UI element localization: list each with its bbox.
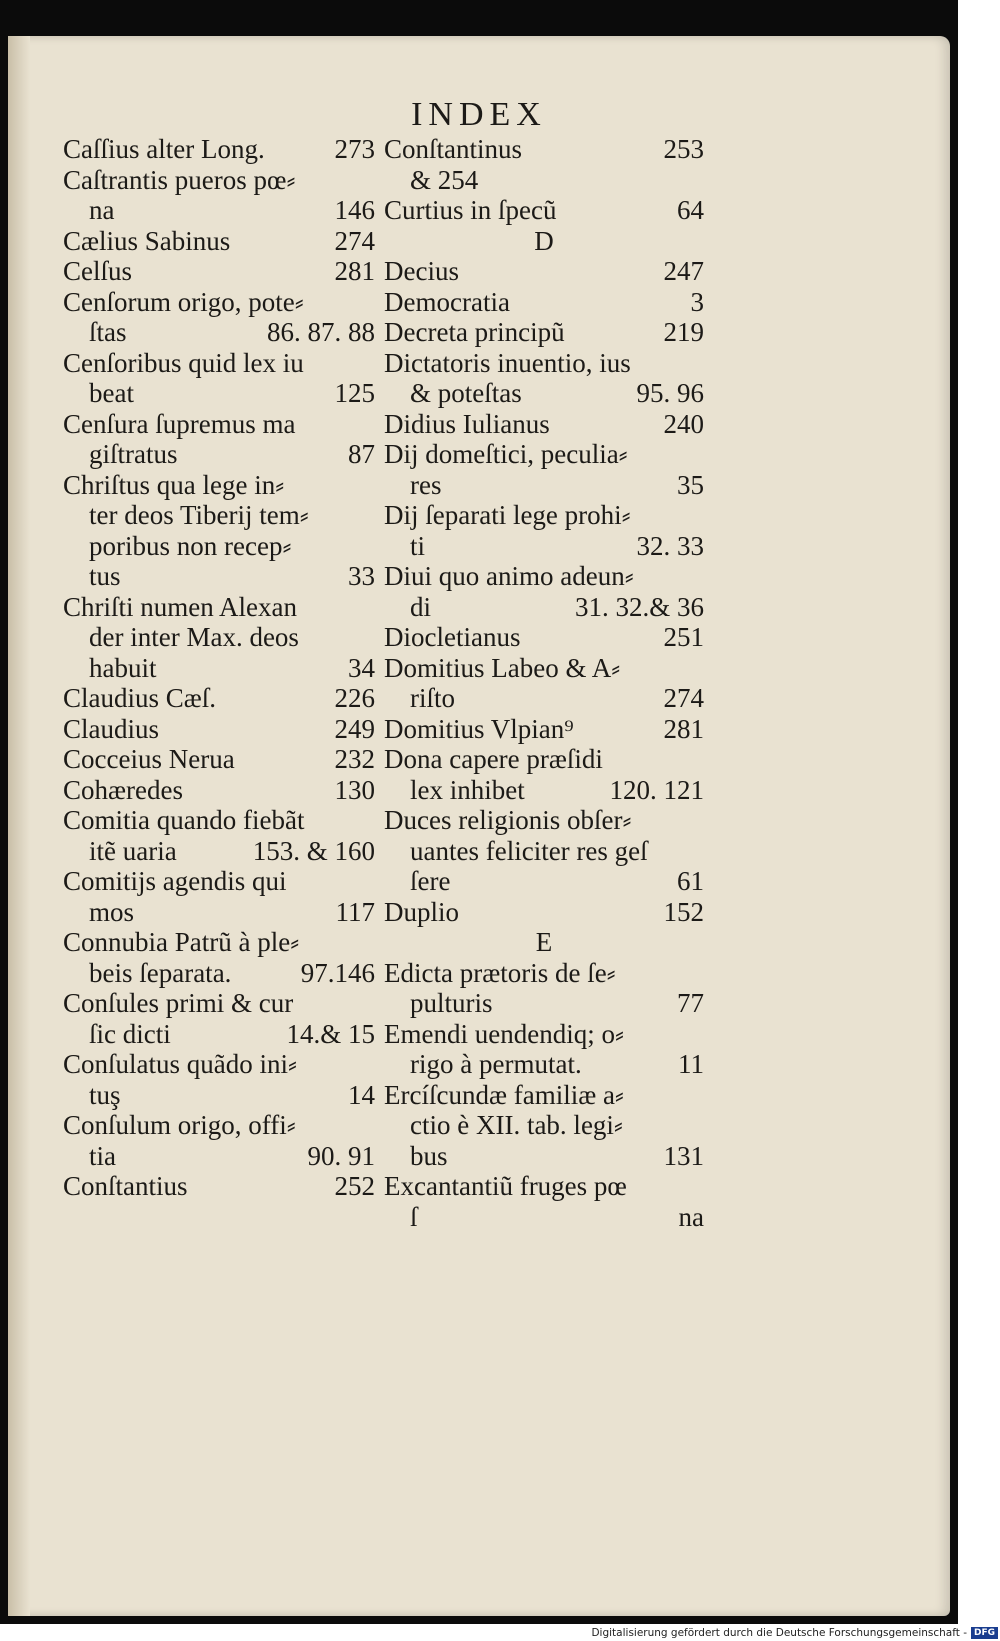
index-entry-text: Cenſura ſupremus ma <box>63 408 296 439</box>
index-entry <box>384 226 704 257</box>
index-entry <box>63 1171 375 1202</box>
index-entry-page-number: 252 <box>334 1171 375 1201</box>
index-entry <box>63 653 375 684</box>
index-entry-text: Diocletianus <box>384 622 521 652</box>
index-entry-text: Democratia <box>384 286 510 317</box>
index-entry <box>63 958 375 989</box>
index-entry-text: E <box>535 927 553 957</box>
index-entry <box>384 317 704 348</box>
index-entry <box>384 1202 704 1233</box>
index-entry-page-number: 281 <box>334 256 375 286</box>
index-entry <box>384 561 704 592</box>
index-entry-text: pulturis <box>410 988 493 1018</box>
index-entry <box>384 439 704 470</box>
index-entry <box>384 958 704 989</box>
index-entry <box>384 195 704 226</box>
index-entry-text: Edicta prætoris de ſe⸗ <box>384 957 616 988</box>
index-entry <box>384 1171 704 1202</box>
index-entry-page-number: 33 <box>348 561 375 591</box>
index-entry-page-number: 273 <box>334 134 375 164</box>
index-entry <box>384 866 704 897</box>
index-entry-page-number: 117 <box>335 896 375 927</box>
index-entry-text: Diui quo animo adeun⸗ <box>384 561 634 591</box>
index-entry-text: res <box>410 469 442 500</box>
index-entry-page-number: 131 <box>663 1140 704 1171</box>
index-entry-text: tia <box>89 1140 116 1171</box>
index-entry-page-number: 130 <box>334 774 375 805</box>
index-entry-text: Dictatoris inuentio, ius <box>384 347 631 378</box>
index-entry <box>384 927 704 958</box>
index-entry <box>384 653 704 684</box>
index-entry <box>63 348 375 379</box>
index-entry-page-number: 86. 87. 88 <box>267 317 375 347</box>
index-entry <box>384 1019 704 1050</box>
index-entry-text: bus <box>410 1140 448 1171</box>
index-entry-text: Domitius Labeo & A⸗ <box>384 652 621 683</box>
index-entry-text: habuit <box>89 652 157 683</box>
index-entry <box>63 378 375 409</box>
page-gutter <box>8 36 30 1616</box>
index-entry <box>63 317 375 348</box>
index-entry-page-number: 31. 32.& 36 <box>574 591 704 622</box>
index-entry-text: Cocceius Nerua <box>63 744 235 774</box>
index-entry <box>384 592 704 623</box>
index-entry <box>63 134 375 165</box>
index-entry-text: Celſus <box>63 256 133 286</box>
index-column-left <box>63 134 375 1202</box>
index-entry-text: Domitius Vlpian⁹ <box>384 713 574 744</box>
index-entry-text: Excantantiũ fruges pœ <box>384 1171 627 1201</box>
index-entry <box>63 1049 375 1080</box>
index-entry-text: ſere <box>410 866 451 896</box>
index-entry-text: Didius Iulianus <box>384 408 550 439</box>
index-entry <box>384 1110 704 1141</box>
index-entry-page-number: 251 <box>663 622 704 652</box>
index-entry <box>63 470 375 501</box>
index-entry-text: ter deos Tiberij tem⸗ <box>89 500 309 530</box>
index-entry <box>384 531 704 562</box>
index-entry-text: Decreta principũ <box>384 317 565 347</box>
index-entry <box>384 287 704 318</box>
index-entry-text: uantes feliciter res geſ <box>410 835 648 866</box>
index-entry-page-number: 153. & 160 <box>252 835 375 866</box>
index-entry-text: Ercíſcundæ familiæ a⸗ <box>384 1079 624 1110</box>
index-entry-text: na <box>89 195 115 225</box>
index-entry-text: tus <box>89 561 121 591</box>
page-header: INDEX <box>411 96 547 133</box>
index-entry <box>384 622 704 653</box>
index-entry-page-number: 146 <box>334 195 375 225</box>
index-entry <box>384 775 704 806</box>
index-entry-page-number: 64 <box>677 195 704 225</box>
index-entry <box>63 256 375 287</box>
index-entry-text: ſtas <box>89 317 127 347</box>
index-entry <box>63 805 375 836</box>
index-entry-text: di <box>410 591 432 622</box>
index-entry-text: Duces religionis obſer⸗ <box>384 805 632 835</box>
index-entry <box>63 409 375 440</box>
index-entry-text: Conſtantinus <box>384 134 523 164</box>
index-entry-page-number: 249 <box>334 713 375 744</box>
index-entry <box>63 226 375 257</box>
index-entry-text: rigo à permutat. <box>410 1049 582 1079</box>
index-entry-page-number: 14 <box>348 1079 375 1110</box>
index-entry <box>384 1049 704 1080</box>
index-entry-text: Comitia quando fiebãt <box>63 805 305 835</box>
index-entry-text: Conſtantius <box>63 1171 188 1201</box>
index-entry-text: ſic dicti <box>89 1018 171 1049</box>
index-entry-text: Emendi uendendiq; o⸗ <box>384 1018 624 1049</box>
index-entry-text: Claudius <box>63 713 160 744</box>
index-entry <box>384 165 704 196</box>
index-entry <box>384 134 704 165</box>
index-entry-page-number: 61 <box>677 866 704 896</box>
index-entry-page-number: 97.146 <box>300 957 375 988</box>
index-entry-page-number: 219 <box>663 317 704 347</box>
index-entry <box>63 897 375 928</box>
dfg-logo: DFG <box>971 1627 998 1639</box>
index-entry-text: ctio è XII. tab. legi⸗ <box>410 1110 623 1140</box>
footer-credit <box>540 1626 998 1640</box>
index-entry <box>384 1080 704 1111</box>
index-entry-text: Dij domeſtici, peculia⸗ <box>384 439 628 469</box>
index-entry-text: poribus non recep⸗ <box>89 530 292 561</box>
index-entry <box>63 287 375 318</box>
index-entry <box>384 409 704 440</box>
index-entry-page-number: 14.& 15 <box>286 1018 375 1049</box>
index-entry-page-number: 32. 33 <box>636 530 704 561</box>
index-entry <box>63 714 375 745</box>
index-entry <box>63 744 375 775</box>
index-entry-text: riſto <box>410 683 455 713</box>
footer-text: Digitalisierung gefördert durch die Deutsche Forschungsgemeinschaft - <box>591 1627 967 1639</box>
index-entry <box>63 836 375 867</box>
index-entry-page-number: 95. 96 <box>636 378 704 408</box>
index-entry <box>384 348 704 379</box>
index-entry-text: Claudius Cæſ. <box>63 683 217 713</box>
index-entry-page-number: 3 <box>690 286 704 317</box>
index-entry-text: Conſules primi & cur <box>63 988 294 1018</box>
index-entry-text: D <box>534 225 554 256</box>
index-entry <box>63 622 375 653</box>
index-entry-page-number: 87 <box>348 439 375 469</box>
index-entry <box>384 744 704 775</box>
index-entry-text: ti <box>410 530 426 561</box>
index-entry-text: tuş <box>89 1079 121 1110</box>
index-entry-page-number: 35 <box>677 469 704 500</box>
index-entry-page-number: 281 <box>663 713 704 744</box>
index-entry-text: Chriſtus qua lege in⸗ <box>63 469 285 500</box>
index-entry-page-number: 34 <box>348 652 375 683</box>
index-entry <box>63 1141 375 1172</box>
index-entry-text: Cenſoribus quid lex iu <box>63 347 304 378</box>
index-entry <box>384 1141 704 1172</box>
index-entry-page-number: 226 <box>334 683 375 713</box>
index-entry-text: Dona capere præſidi <box>384 744 603 774</box>
index-entry-text: Dij ſeparati lege prohi⸗ <box>384 500 631 530</box>
index-entry-text: Caſtrantis pueros pœ⸗ <box>63 164 296 195</box>
index-entry-page-number: 152 <box>663 896 704 927</box>
index-entry <box>384 683 704 714</box>
index-entry <box>63 165 375 196</box>
index-entry <box>384 500 704 531</box>
index-entry <box>63 561 375 592</box>
index-entry-text: itẽ uaria <box>89 835 177 866</box>
index-entry <box>384 988 704 1019</box>
index-entry <box>384 256 704 287</box>
index-entry-text: & 254 <box>410 164 479 195</box>
index-entry-page-number: 232 <box>334 744 375 774</box>
index-entry-text: Chriſti numen Alexan <box>63 591 297 622</box>
index-entry-text: & poteſtas <box>410 378 522 408</box>
index-entry-page-number: 77 <box>677 988 704 1018</box>
index-entry-page-number: 11 <box>678 1049 704 1079</box>
index-entry <box>63 1080 375 1111</box>
index-entry <box>63 775 375 806</box>
index-entry-page-number: 253 <box>663 134 704 164</box>
index-entry <box>63 500 375 531</box>
index-entry-page-number: 274 <box>663 683 704 713</box>
index-entry-text: Duplio <box>384 896 460 927</box>
index-entry <box>63 1110 375 1141</box>
index-entry-text: beat <box>89 378 134 408</box>
index-entry <box>63 531 375 562</box>
index-entry-text: Decius <box>384 256 459 286</box>
index-entry-text: Comitijs agendis qui <box>63 866 287 896</box>
index-entry <box>384 836 704 867</box>
index-entry <box>63 592 375 623</box>
index-entry <box>63 683 375 714</box>
index-entry <box>63 866 375 897</box>
index-entry-page-number: 240 <box>663 408 704 439</box>
index-entry-text: Caſſius alter Long. <box>63 134 265 164</box>
index-entry-text: giſtratus <box>89 439 178 469</box>
index-column-right <box>384 134 704 1232</box>
index-entry <box>63 927 375 958</box>
index-entry-text: beis ſeparata. <box>89 957 232 988</box>
index-entry-text: Cohæredes <box>63 774 183 805</box>
index-entry-text: lex inhibet <box>410 774 525 805</box>
index-entry-text: der inter Max. deos <box>89 622 299 652</box>
index-entry <box>384 897 704 928</box>
index-entry <box>384 805 704 836</box>
index-entry-page-number: 90. 91 <box>307 1140 375 1171</box>
index-entry-page-number: 247 <box>663 256 704 286</box>
index-entry <box>63 1019 375 1050</box>
index-entry-text: Conſulum origo, offi⸗ <box>63 1110 296 1140</box>
index-entry-text: ſ <box>410 1201 418 1232</box>
index-entry <box>384 714 704 745</box>
index-entry <box>63 195 375 226</box>
index-entry-text: Cenſorum origo, pote⸗ <box>63 286 304 317</box>
index-entry <box>63 439 375 470</box>
index-entry-text: Connubia Patrũ à ple⸗ <box>63 927 300 957</box>
index-entry-page-number: na <box>678 1201 704 1232</box>
index-entry-text: Cælius Sabinus <box>63 225 231 256</box>
index-entry-text: Curtius in ſpecũ <box>384 195 557 225</box>
index-entry <box>63 988 375 1019</box>
index-entry-text: mos <box>89 896 135 927</box>
book-page <box>8 36 950 1616</box>
index-entry-page-number: 125 <box>334 378 375 408</box>
index-entry-page-number: 120. 121 <box>609 774 704 805</box>
index-entry-text: Conſulatus quãdo ini⸗ <box>63 1049 297 1079</box>
index-entry <box>384 378 704 409</box>
index-entry <box>384 470 704 501</box>
index-entry-page-number: 274 <box>334 225 375 256</box>
